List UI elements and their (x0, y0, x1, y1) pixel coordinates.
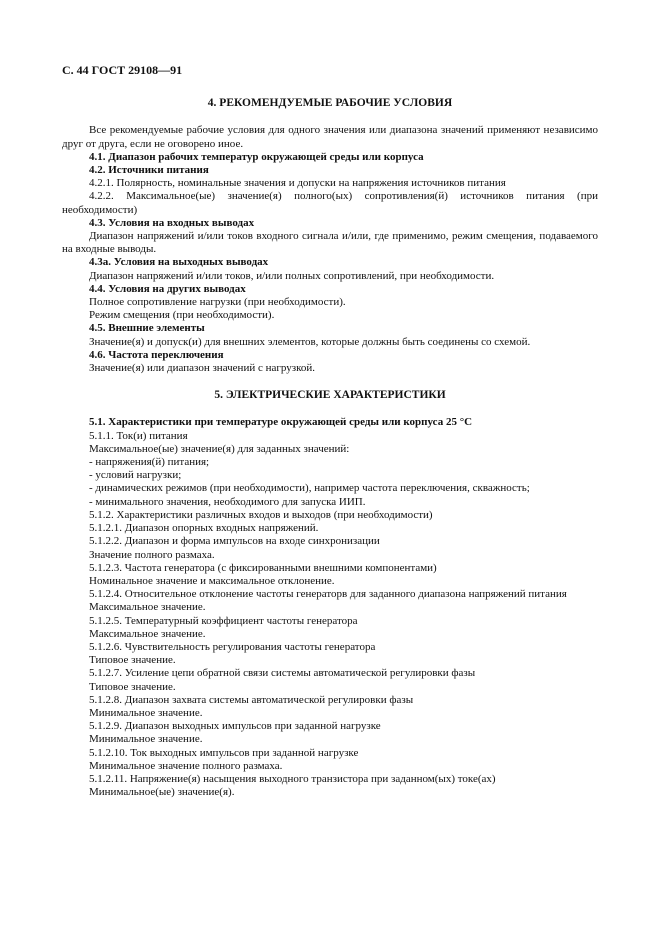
list-item: - динамических режимов (при необходимости), например частота переключения, скважность; (89, 482, 530, 495)
list-item: 5.1.2.1. Диапазон опорных входных напряжений. (89, 522, 319, 535)
list-item: 5.1.2.9. Диапазон выходных импульсов при заданной нагрузке (89, 720, 381, 733)
heading-4-3a: 4.3а. Условия на выходных выводах (89, 256, 269, 269)
para-4-2-1: 4.2.1. Полярность, номинальные значения и допуски на напряжения источников питания (89, 177, 506, 190)
list-item: Номинальное значение и максимальное отклонение. (89, 574, 335, 587)
list-item: - условий нагрузки; (89, 469, 182, 482)
list-item: - напряжения(й) питания; (89, 456, 210, 469)
para-4-3a: Диапазон напряжений и/или токов, и/или полных сопротивлений, при необходимости. (89, 269, 495, 282)
list-item: 5.1.1. Ток(и) питания (89, 429, 188, 442)
para-4-3: Диапазон напряжений и/или токов входного сигнала и/или, где применимо, режим смещения, подаваемого на входные выводы. (62, 230, 598, 256)
page-header: С. 44 ГОСТ 29108—91 (62, 63, 183, 77)
list-item: 5.1.2.8. Диапазон захвата системы автоматической регулировки фазы (89, 693, 414, 706)
heading-4-3: 4.3. Условия на входных выводах (89, 216, 255, 229)
list-item: Максимальное(ые) значение(я) для заданных значений: (89, 442, 350, 455)
heading-5-1: 5.1. Характеристики при температуре окружающей среды или корпуса 25 °С (89, 416, 473, 429)
heading-4-6: 4.6. Частота переключения (89, 348, 224, 361)
list-item: Минимальное значение полного размаха. (89, 759, 283, 772)
section-4-intro: Все рекомендуемые рабочие условия для одного значения или диапазона значений применяют независимо друг от друга, если не оговорено иное. (62, 124, 598, 150)
list-item: 5.1.2.4. Относительное отклонение частоты генераторв для заданного диапазона напряжений питания (89, 588, 567, 601)
section-4-title: 4. РЕКОМЕНДУЕМЫЕ РАБОЧИЕ УСЛОВИЯ (207, 97, 453, 110)
para-4-4-line-2: Режим смещения (при необходимости). (89, 309, 275, 322)
para-4-6: Значение(я) или диапазон значений с нагрузкой. (89, 362, 315, 375)
list-item: 5.1.2.2. Диапазон и форма импульсов на входе синхронизации (89, 535, 380, 548)
list-item: Типовое значение. (89, 654, 176, 667)
para-4-4-line-1: Полное сопротивление нагрузки (при необходимости). (89, 296, 346, 309)
list-item: Минимальное значение. (89, 706, 203, 719)
para-4-2-2: 4.2.2. Максимальное(ые) значение(я) полного(ых) сопротивления(й) источников питания (при необходимости) (62, 190, 598, 216)
list-item: 5.1.2.11. Напряжение(я) насыщения выходного транзистора при заданном(ых) токе(ах) (89, 772, 496, 785)
section-5-title: 5. ЭЛЕКТРИЧЕСКИЕ ХАРАКТЕРИСТИКИ (214, 389, 446, 402)
heading-4-2: 4.2. Источники питания (89, 164, 209, 177)
heading-4-1: 4.1. Диапазон рабочих температур окружающей среды или корпуса (89, 150, 424, 163)
list-item: Значение полного размаха. (89, 548, 215, 561)
list-item: Минимальное(ые) значение(я). (89, 786, 235, 799)
list-item: Типовое значение. (89, 680, 176, 693)
list-item: Минимальное значение. (89, 733, 203, 746)
heading-4-5: 4.5. Внешние элементы (89, 322, 205, 335)
document-page (62, 64, 598, 799)
list-item: 5.1.2.5. Температурный коэффициент частоты генератора (89, 614, 358, 627)
list-item: 5.1.2.7. Усиление цепи обратной связи системы автоматической регулировки фазы (89, 667, 476, 680)
list-item: 5.1.2.6. Чувствительность регулирования частоты генератора (89, 640, 376, 653)
list-item: Максимальное значение. (89, 627, 206, 640)
list-item: 5.1.2.10. Ток выходных импульсов при заданной нагрузке (89, 746, 359, 759)
list-item: 5.1.2. Характеристики различных входов и выходов (при необходимости) (89, 508, 433, 521)
list-item: Максимальное значение. (89, 601, 206, 614)
heading-4-4: 4.4. Условия на других выводах (89, 282, 246, 295)
list-item: 5.1.2.3. Частота генератора (с фиксированными внешними компонентами) (89, 561, 437, 574)
para-4-5: Значение(я) и допуск(и) для внешних элементов, которые должны быть соединены со схемой. (89, 335, 531, 348)
list-item: - минимального значения, необходимого для запуска ИИП. (89, 495, 366, 508)
